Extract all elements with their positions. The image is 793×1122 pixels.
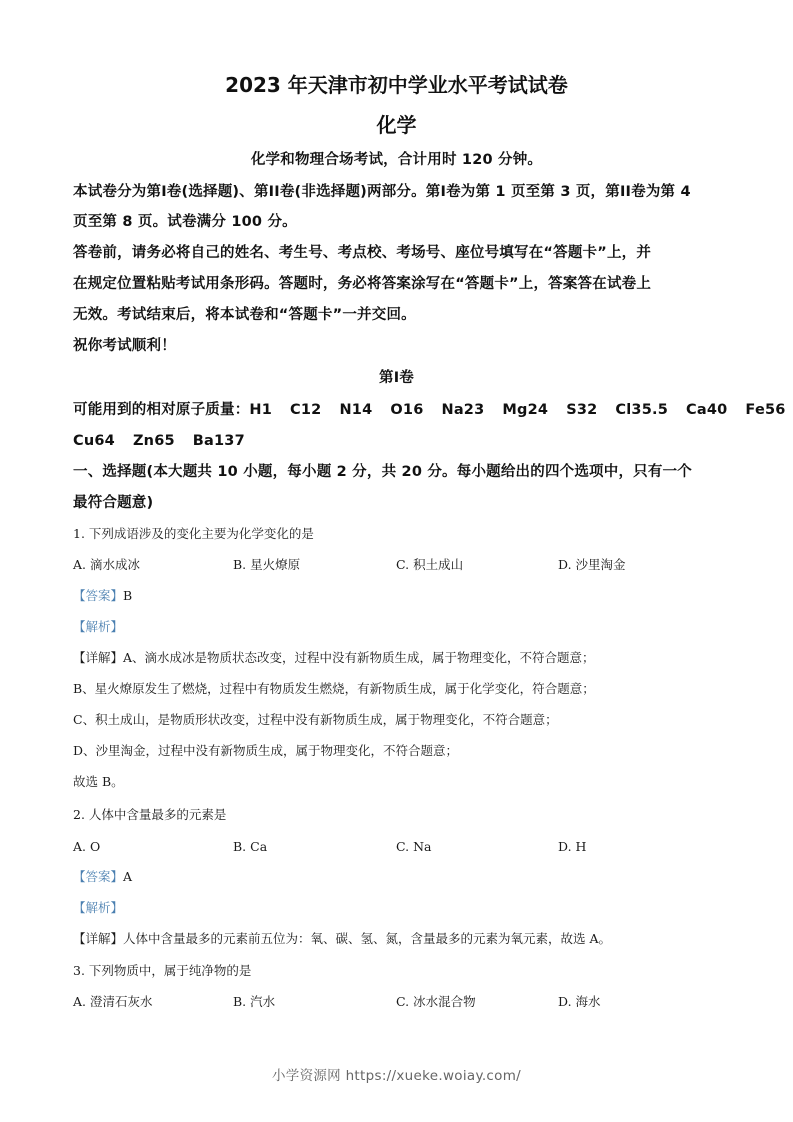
question-1-option-a: A. 滴水成冰	[73, 557, 140, 572]
question-3-option-b: B. 汽水	[233, 994, 276, 1009]
question-2-analysis	[73, 899, 123, 917]
question-1-option-b: B. 星火燎原	[233, 557, 301, 572]
exam-note: 化学和物理合场考试，合计用时 120 分钟。	[250, 152, 543, 168]
atomic-mass: O16	[390, 402, 424, 418]
atomic-mass: N14	[339, 402, 373, 418]
question-1-analysis	[73, 618, 123, 636]
detail-text: 人体中含量最多的元素前五位为：氧、碳、氢、氮，含量最多的元素为氧元素，故选 A。	[123, 931, 612, 946]
instruction-line: 在规定位置粘贴考试用条形码。答题时，务必将答案涂写在“答题卡”上，答案答在试卷上	[73, 276, 652, 292]
atomic-mass: Na23	[441, 402, 485, 418]
analysis-label: 【解析】	[73, 619, 124, 634]
answer-label: 【答案】	[73, 869, 124, 884]
section-heading-cont: 最符合题意)	[73, 495, 154, 511]
question-2-answer	[73, 868, 132, 886]
answer-value: B	[123, 588, 133, 603]
question-2-option-a: A. O	[73, 839, 101, 854]
instruction-line: 本试卷分为第I卷(选择题)、第II卷(非选择题)两部分。第I卷为第 1 页至第 3 页，第II卷为第 4	[73, 184, 691, 200]
question-1-option-c: C. 积土成山	[396, 557, 464, 572]
atomic-masses-line-2	[73, 431, 245, 451]
atomic-mass: S32	[566, 402, 598, 418]
atomic-mass: H1	[249, 402, 273, 418]
detail-text: A、滴水成冰是物质状态改变，过程中没有新物质生成，属于物理变化，不符合题意；	[123, 650, 595, 665]
atomic-mass: Cl35.5	[615, 402, 669, 418]
atomic-mass: Zn65	[132, 433, 175, 449]
part-title: 第I卷	[379, 370, 414, 386]
question-1-detail-line	[73, 649, 595, 667]
question-3-option-c: C. 冰水混合物	[396, 994, 476, 1009]
atomic-mass: Mg24	[502, 402, 549, 418]
atomic-masses-line-1	[73, 400, 786, 420]
question-3-option-d: D. 海水	[558, 994, 601, 1009]
question-1-stem: 1. 下列成语涉及的变化主要为化学变化的是	[73, 526, 314, 541]
question-2-detail-line	[73, 930, 611, 948]
analysis-label: 【解析】	[73, 900, 124, 915]
question-1-detail-line: C、积土成山，是物质形状改变，过程中没有新物质生成，属于物理变化，不符合题意；	[73, 712, 558, 727]
answer-label: 【答案】	[73, 588, 124, 603]
document-title: 2023 年天津市初中学业水平考试试卷	[225, 73, 568, 97]
detail-label: 【详解】	[73, 931, 124, 946]
instruction-line: 答卷前，请务必将自己的姓名、考生号、考点校、考场号、座位号填写在“答题卡”上，并	[73, 245, 652, 261]
good-luck-line: 祝你考试顺利！	[73, 338, 176, 354]
answer-value: A	[123, 869, 133, 884]
question-3-option-a: A. 澄清石灰水	[73, 994, 153, 1009]
instruction-line: 页至第 8 页。试卷满分 100 分。	[73, 214, 297, 230]
question-1-answer	[73, 587, 132, 605]
question-2-option-b: B. Ca	[233, 839, 268, 854]
atomic-mass: Ca40	[686, 402, 728, 418]
footer-watermark: 小学资源网 https://xueke.woiay.com/	[271, 1068, 522, 1084]
atomic-mass: Ba137	[192, 433, 245, 449]
question-1-option-d: D. 沙里淘金	[558, 557, 626, 572]
instruction-line: 无效。考试结束后，将本试卷和“答题卡”一并交回。	[73, 307, 416, 323]
subject-title: 化学	[376, 113, 417, 137]
question-2-option-d: D. H	[558, 839, 587, 854]
section-heading: 一、选择题(本大题共 10 小题，每小题 2 分，共 20 分。每小题给出的四个选项中，只有一个	[73, 464, 692, 480]
atomic-mass: C12	[290, 402, 322, 418]
question-2-stem: 2. 人体中含量最多的元素是	[73, 807, 227, 822]
question-2-option-c: C. Na	[396, 839, 432, 854]
atomic-mass: Fe56	[745, 402, 786, 418]
atomic-masses-label: 可能用到的相对原子质量：	[73, 402, 250, 418]
question-1-conclusion: 故选 B。	[73, 774, 124, 789]
question-1-detail-line: B、星火燎原发生了燃烧，过程中有物质发生燃烧，有新物质生成，属于化学变化，符合题意；	[73, 681, 595, 696]
question-3-stem: 3. 下列物质中，属于纯净物的是	[73, 963, 252, 978]
detail-label: 【详解】	[73, 650, 124, 665]
atomic-mass: Cu64	[73, 433, 115, 449]
question-1-detail-line: D、沙里淘金，过程中没有新物质生成，属于物理变化，不符合题意；	[73, 743, 459, 758]
